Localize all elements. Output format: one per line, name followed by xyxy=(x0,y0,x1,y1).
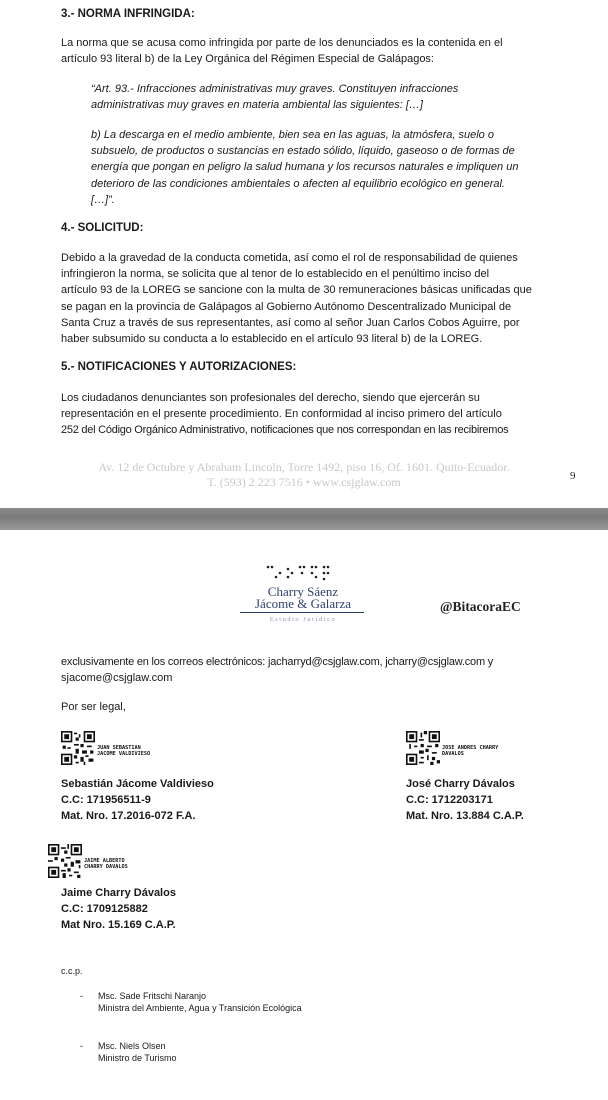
signature-name-line: JUAN SEBASTIAN xyxy=(97,745,141,751)
signature-name-line: JACOME VALDIVIESO xyxy=(97,751,151,757)
section-5-paragraph xyxy=(61,390,541,439)
qr-code-icon xyxy=(61,731,95,765)
section-3-paragraph xyxy=(61,35,541,67)
footer-address: Av. 12 de Octubre y Abraham Lincoln, Torre 1492, piso 16, Of. 1601. Quito-Ecuador. xyxy=(98,460,510,474)
document-page-10 xyxy=(0,530,608,1100)
list-bullet: - xyxy=(80,991,83,1001)
section-4-paragraph xyxy=(61,250,541,347)
text-line: Debido a la gravedad de la conducta cometida, así como el rol de responsabilidad de quienes xyxy=(61,252,518,264)
text-line: se pagan en la provincia de Galápagos al Gobierno Autónomo Descentralizado Municipal de xyxy=(61,300,512,313)
text-line: sjacome@csjglaw.com xyxy=(61,672,173,685)
text-line: administrativas muy graves en materia ambiental las siguientes: […] xyxy=(91,99,423,112)
signer-id: C.C: 171956511-9 xyxy=(61,794,151,806)
signer-registration: Mat. Nro. 17.2016-072 F.A. xyxy=(61,810,196,822)
text-line: subsuelo, de productos o sustancias en estado sólido, líquido, gaseoso o de formas de xyxy=(91,145,515,158)
cc-name: Msc. Sade Fritschi Naranjo xyxy=(98,991,207,1001)
text-line: deterioro de las condiciones ambientales o afecten al equilibrio ecológico en general. xyxy=(91,177,505,190)
text-line: […]”. xyxy=(91,193,115,206)
text-line: infringieron la norma, se solicita que al tenor de lo establecido en el penúltimo inciso del xyxy=(61,268,490,281)
page-break-divider xyxy=(0,508,608,530)
firm-logo-name-line1: Charry Sáenz xyxy=(267,584,339,599)
closing-phrase: Por ser legal, xyxy=(61,701,126,713)
text-line: 252 del Código Orgánico Administrativo, notificaciones que nos correspondan en las recibiremos xyxy=(61,424,509,437)
cc-name: Msc. Niels Olsen xyxy=(98,1041,166,1051)
signature-name-line: CHARRY DAVALOS xyxy=(84,864,128,870)
firm-logo-name-line2: Jácome & Galarza xyxy=(254,596,351,611)
text-line: Santa Cruz a través de sus representantes, así como al señor Juan Carlos Cobos Aguirre, por xyxy=(61,316,520,329)
text-line: haber subsumido su conducta a lo establecido en el artículo 93 literal b) de la LOREG. xyxy=(61,333,483,346)
section-3-heading: 3.- NORMA INFRINGIDA: xyxy=(61,8,195,20)
signer-block xyxy=(61,776,214,824)
text-line: artículo 93 de la LOREG se sancione con la multa de 30 remuneraciones básicas unificadas que xyxy=(61,284,532,297)
watermark-handle: @BitacoraEC xyxy=(440,599,521,614)
cc-recipient-text xyxy=(98,991,302,1014)
qr-code-icon xyxy=(406,731,440,765)
text-line: energía que pongan en peligro la salud humana y los recursos naturales e impliquen un xyxy=(91,161,519,174)
page-number: 9 xyxy=(570,470,576,482)
text-line: La norma que se acusa como infringida por parte de los denunciados es la contenida en el xyxy=(61,37,503,49)
text-line: b) La descarga en el medio ambiente, bien sea en las aguas, la atmósfera, suelo o xyxy=(91,129,494,141)
signature-name-line: JOSE ANDRES CHARRY xyxy=(442,745,499,751)
text-line: Los ciudadanos denunciantes son profesionales del derecho, siendo que ejercerán su xyxy=(61,392,480,404)
signer-name: Sebastián Jácome Valdivieso xyxy=(61,778,214,790)
quoted-article-intro xyxy=(91,81,541,113)
signature-name-line: DAVALOS xyxy=(442,751,464,757)
signer-registration: Mat. Nro. 13.884 C.A.P. xyxy=(406,810,524,822)
signer-name: José Charry Dávalos xyxy=(406,778,515,790)
signer-id: C.C: 1709125882 xyxy=(61,903,148,915)
e-signature-stamp xyxy=(48,844,128,878)
text-line: representación en el presente procedimiento. En conformidad al inciso primero del artículo xyxy=(61,408,502,421)
cc-role: Ministra del Ambiente, Agua y Transición Ecológica xyxy=(98,1002,302,1013)
continued-paragraph xyxy=(61,654,541,686)
quoted-article-literal-b xyxy=(91,127,541,208)
e-signature-label xyxy=(84,852,128,870)
signature-name-line: JAIME ALBERTO xyxy=(84,858,125,864)
signer-name: Jaime Charry Dávalos xyxy=(61,887,176,899)
document-page-9 xyxy=(0,0,608,508)
firm-logo-dots-icon xyxy=(262,564,342,582)
e-signature-label xyxy=(97,739,150,757)
section-4-heading: 4.- SOLICITUD: xyxy=(61,222,144,234)
qr-code-icon xyxy=(48,844,82,878)
text-line: exclusivamente en los correos electrónicos: jacharryd@csjglaw.com, jcharry@csjglaw.com y xyxy=(61,656,494,668)
e-signature-label xyxy=(442,739,498,757)
firm-logo-tagline: Estudio Jurídico xyxy=(269,616,337,623)
signer-block xyxy=(406,776,524,824)
list-bullet: - xyxy=(80,1041,83,1051)
copy-to-label: c.c.p. xyxy=(61,966,83,976)
signer-registration: Mat Nro. 15.169 C.A.P. xyxy=(61,919,176,931)
section-5-heading: 5.- NOTIFICACIONES Y AUTORIZACIONES: xyxy=(61,361,297,373)
signer-block xyxy=(61,885,176,933)
text-line: “Art. 93.- Infracciones administrativas muy graves. Constituyen infracciones xyxy=(91,83,459,95)
e-signature-stamp xyxy=(406,731,498,765)
logo-underline xyxy=(240,612,364,613)
footer-contact: T. (593) 2 223 7516 • www.csjglaw.com xyxy=(207,475,401,489)
text-line: artículo 93 literal b) de la Ley Orgánica del Régimen Especial de Galápagos: xyxy=(61,53,434,66)
cc-recipient-text xyxy=(98,1041,177,1064)
signer-id: C.C: 1712203171 xyxy=(406,794,493,806)
e-signature-stamp xyxy=(61,731,150,765)
cc-role: Ministro de Turismo xyxy=(98,1052,177,1063)
